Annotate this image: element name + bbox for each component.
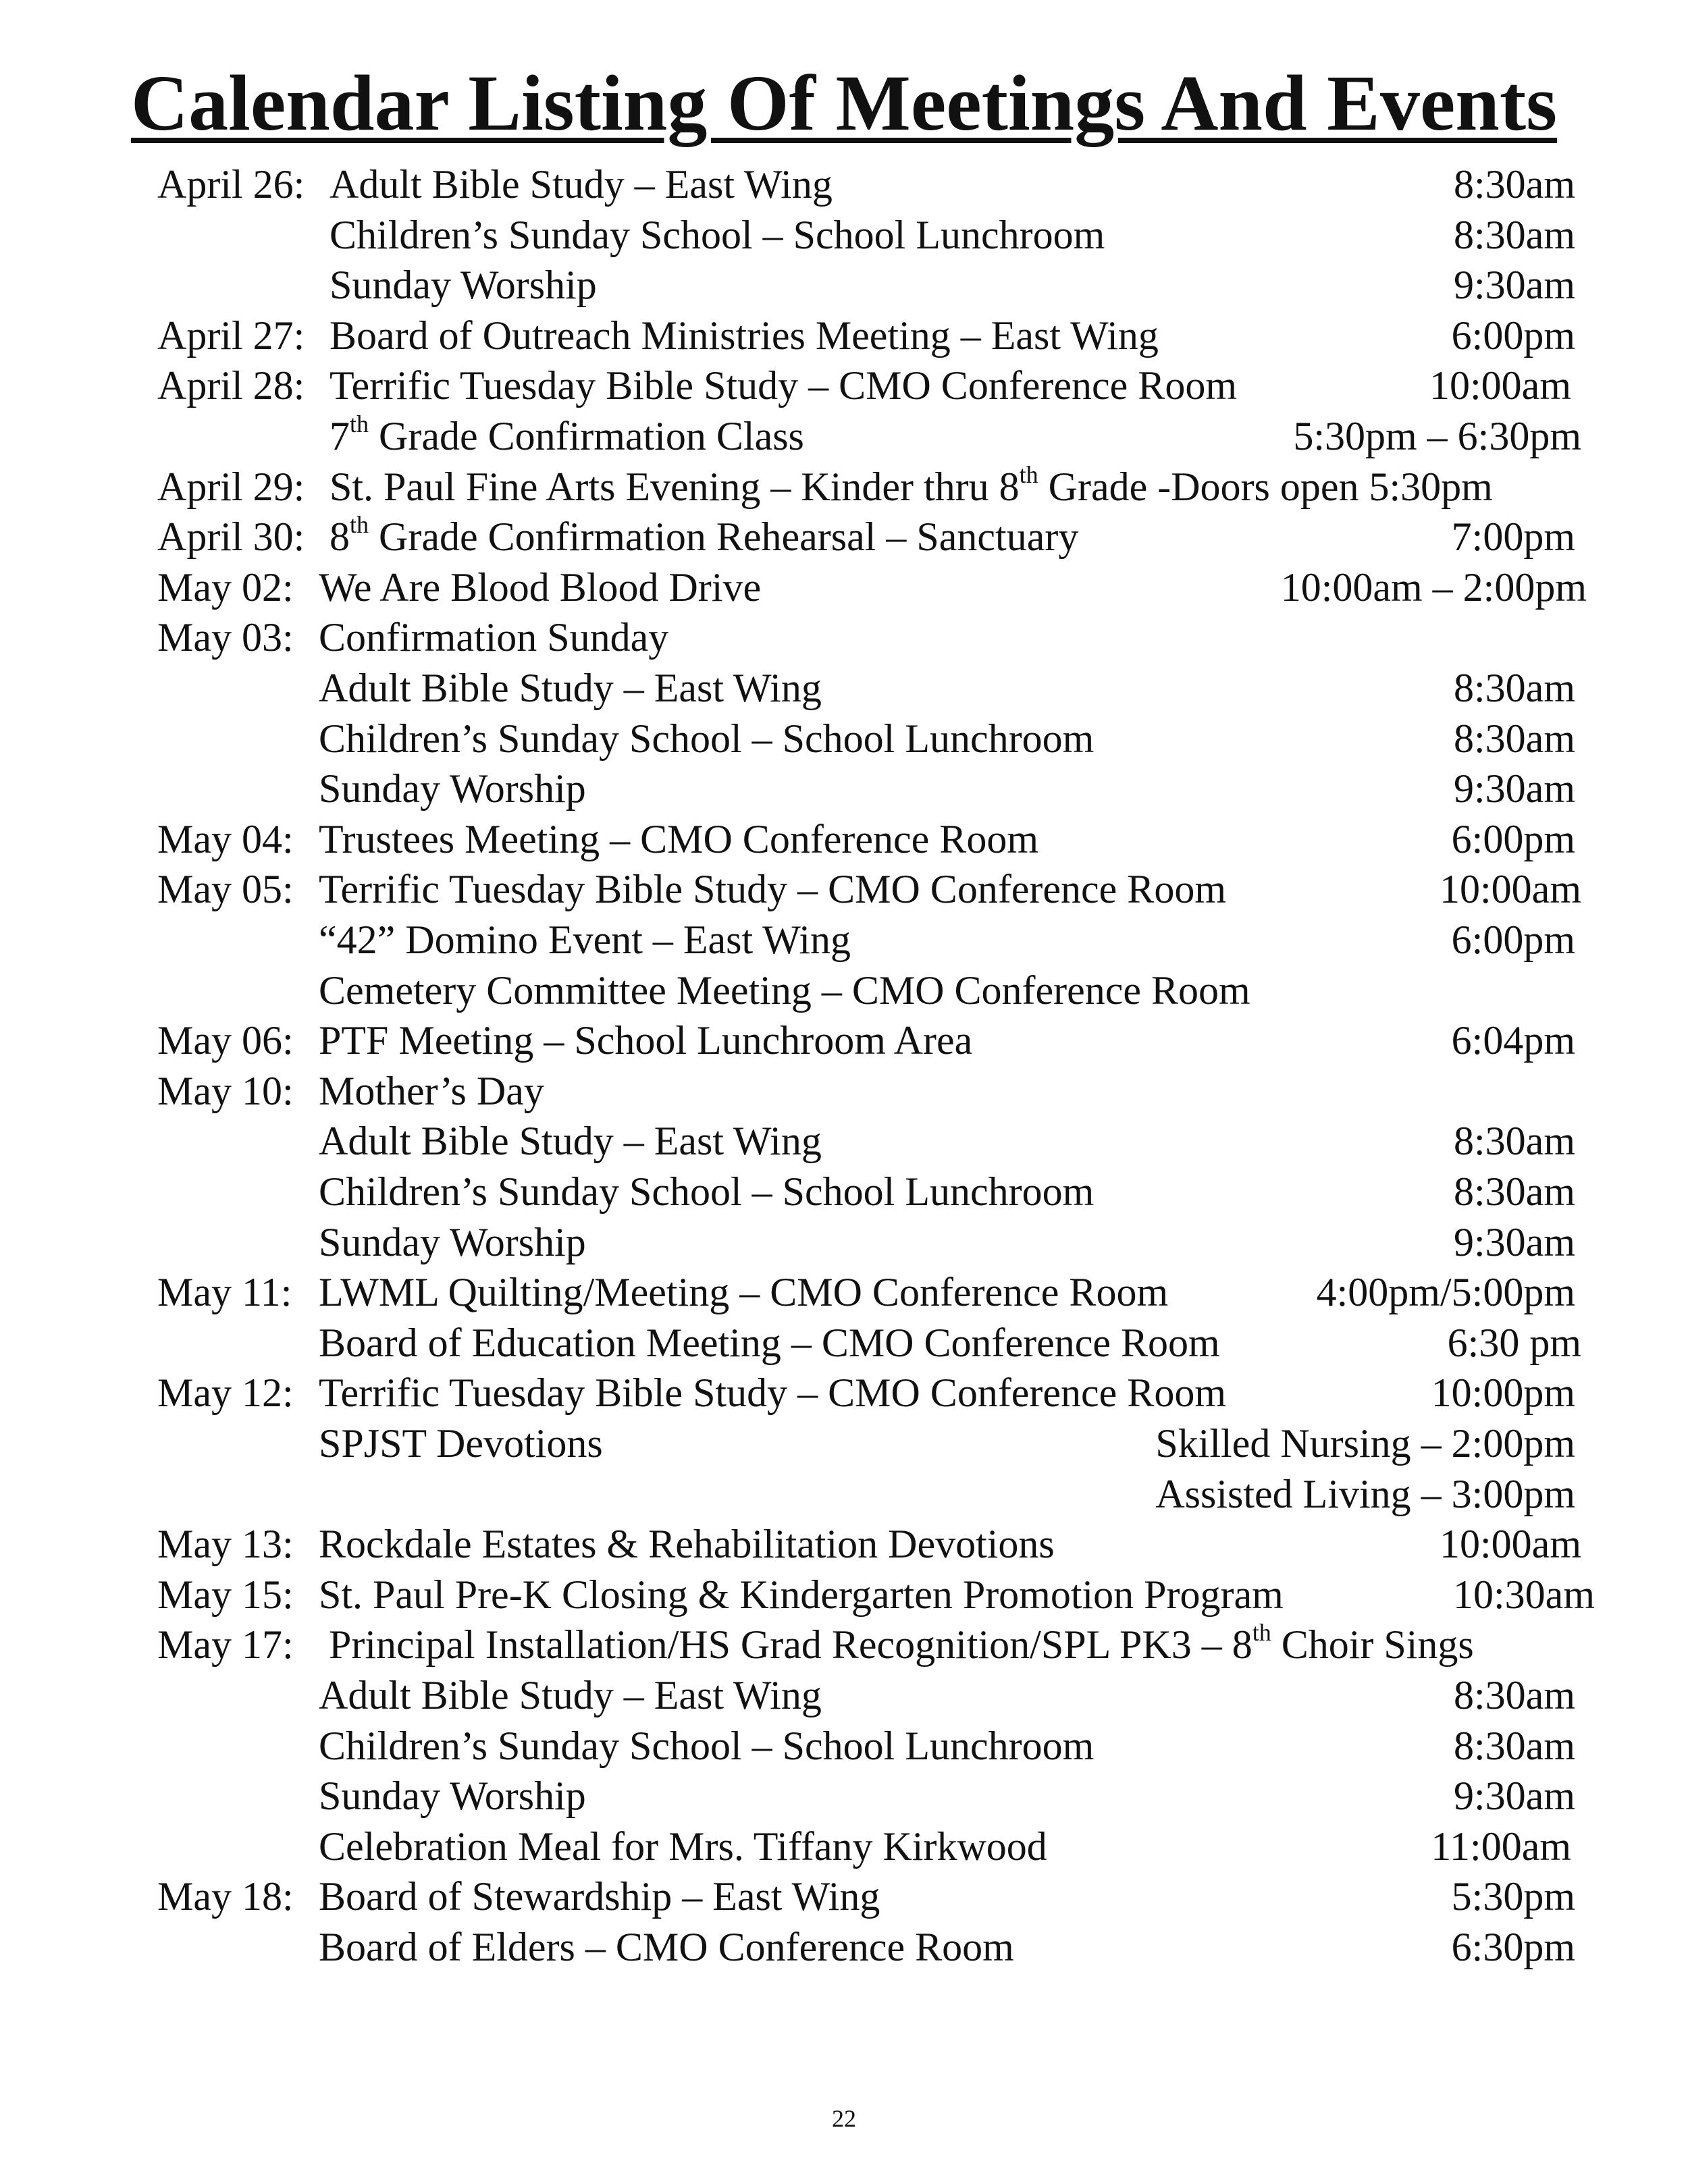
event-title	[329, 411, 804, 462]
calendar-row	[0, 462, 1688, 512]
event-time: 5:30pm – 6:30pm	[1293, 414, 1581, 458]
calendar-row	[0, 361, 1688, 411]
event-time: 9:30am	[1454, 1774, 1575, 1819]
calendar-row	[0, 1116, 1688, 1167]
event-title: Trustees Meeting – CMO Conference Room	[319, 816, 1038, 861]
calendar-row	[0, 814, 1688, 865]
event-time: 6:04pm	[1451, 1018, 1575, 1063]
event-time: 9:30am	[1454, 766, 1575, 811]
event-title: Terrific Tuesday Bible Study – CMO Conference Room	[319, 867, 1226, 912]
event-date: May 13:	[157, 1522, 294, 1567]
event-time: 10:00am	[1440, 1522, 1581, 1567]
event-title: Adult Bible Study – East Wing	[329, 162, 833, 207]
event-date: May 11:	[157, 1270, 292, 1315]
event-time: 6:00pm	[1451, 313, 1575, 358]
event-date: May 04:	[157, 816, 294, 861]
calendar-row	[0, 1519, 1688, 1570]
event-title: Sunday Worship	[319, 1774, 586, 1819]
event-title-text: Grade -Doors open 5:30pm	[1038, 464, 1493, 509]
event-time: 9:30am	[1454, 263, 1575, 308]
event-time: 8:30am	[1454, 1119, 1575, 1164]
event-title: Confirmation Sunday	[319, 615, 669, 660]
event-date: April 30:	[157, 514, 305, 560]
calendar-row	[0, 1015, 1688, 1066]
event-time: 8:30am	[1454, 1723, 1575, 1768]
calendar-row	[0, 1922, 1688, 1973]
calendar-row	[0, 1570, 1688, 1620]
event-time: 7:00pm	[1451, 514, 1575, 560]
calendar-row	[0, 663, 1688, 714]
calendar-row	[0, 1871, 1688, 1922]
event-time: 10:30am	[1453, 1572, 1595, 1617]
event-title: Mother’s Day	[319, 1068, 544, 1113]
event-time: Skilled Nursing – 2:00pm	[1155, 1421, 1575, 1466]
calendar-row	[0, 1418, 1688, 1469]
event-date: May 15:	[157, 1572, 294, 1617]
event-title: Children’s Sunday School – School Lunchroom	[329, 212, 1105, 257]
event-time: 5:30pm	[1451, 1874, 1575, 1919]
calendar-row	[0, 1318, 1688, 1368]
calendar-row	[0, 260, 1688, 311]
event-title: Terrific Tuesday Bible Study – CMO Conference Room	[329, 363, 1237, 408]
event-title	[329, 462, 1493, 512]
event-date: May 06:	[157, 1018, 294, 1063]
calendar-row	[0, 915, 1688, 965]
event-title: Adult Bible Study – East Wing	[319, 1673, 822, 1717]
event-date: May 10:	[157, 1068, 294, 1113]
event-time: 8:30am	[1454, 1673, 1575, 1717]
event-date: April 28:	[157, 363, 305, 408]
event-time: 6:30 pm	[1447, 1320, 1581, 1365]
event-time: Assisted Living – 3:00pm	[1155, 1471, 1575, 1516]
calendar-row	[0, 1469, 1688, 1520]
event-title	[329, 512, 1078, 562]
calendar-row	[0, 1670, 1688, 1721]
calendar-row	[0, 159, 1688, 210]
event-title: Sunday Worship	[319, 766, 586, 811]
event-title: Celebration Meal for Mrs. Tiffany Kirkwood	[319, 1823, 1047, 1869]
event-time: 11:00am	[1431, 1823, 1571, 1869]
calendar-row	[0, 210, 1688, 261]
ordinal-suffix: th	[350, 511, 369, 539]
calendar-row	[0, 965, 1688, 1016]
calendar-row	[0, 612, 1688, 663]
calendar-row	[0, 1721, 1688, 1772]
event-title-text: Grade Confirmation Class	[369, 414, 804, 458]
calendar-row	[0, 411, 1688, 462]
calendar-row	[0, 864, 1688, 915]
event-title: Board of Outreach Ministries Meeting – East Wing	[329, 313, 1159, 358]
event-date: May 03:	[157, 615, 294, 660]
event-title	[329, 1620, 1474, 1670]
calendar-row	[0, 714, 1688, 764]
event-time: 10:00am	[1429, 363, 1571, 408]
event-time: 6:30pm	[1451, 1925, 1575, 1969]
event-title: Adult Bible Study – East Wing	[319, 1119, 822, 1164]
event-title: Sunday Worship	[319, 1219, 586, 1264]
ordinal-suffix: th	[350, 410, 369, 437]
event-time: 10:00pm	[1431, 1370, 1575, 1416]
event-title-text: 7	[329, 414, 350, 458]
event-date: April 26:	[157, 162, 305, 207]
event-date: May 02:	[157, 564, 294, 610]
event-time: 10:00am – 2:00pm	[1280, 564, 1587, 610]
page-number: 22	[832, 2105, 856, 2132]
event-title-text: St. Paul Fine Arts Evening – Kinder thru 8	[329, 464, 1020, 509]
event-title-text: 8	[329, 514, 350, 560]
event-time: 8:30am	[1454, 1169, 1575, 1214]
calendar-row	[0, 764, 1688, 814]
event-date: May 05:	[157, 867, 294, 912]
calendar-row	[0, 1620, 1688, 1670]
event-title: Children’s Sunday School – School Lunchroom	[319, 1169, 1094, 1214]
calendar-row	[0, 311, 1688, 361]
event-title: Board of Stewardship – East Wing	[319, 1874, 880, 1919]
event-date: May 17:	[157, 1622, 294, 1668]
event-date: April 27:	[157, 313, 305, 358]
event-title: Board of Education Meeting – CMO Conference Room	[319, 1320, 1220, 1365]
event-time: 8:30am	[1454, 716, 1575, 761]
event-title: Sunday Worship	[329, 263, 597, 308]
event-time: 9:30am	[1454, 1219, 1575, 1264]
ordinal-suffix: th	[1019, 460, 1038, 488]
event-title: We Are Blood Blood Drive	[319, 564, 762, 610]
event-date: May 12:	[157, 1370, 294, 1416]
event-title-text: Choir Sings	[1271, 1622, 1474, 1668]
event-date: May 18:	[157, 1874, 294, 1919]
event-title-text: Principal Installation/HS Grad Recognition/SPL PK3 – 8	[329, 1622, 1252, 1668]
event-time: 4:00pm/5:00pm	[1316, 1270, 1575, 1315]
event-title: PTF Meeting – School Lunchroom Area	[319, 1018, 973, 1063]
calendar-row	[0, 1217, 1688, 1268]
calendar-row	[0, 1167, 1688, 1217]
event-time: 6:00pm	[1451, 816, 1575, 861]
event-title: “42” Domino Event – East Wing	[319, 917, 851, 962]
event-title: SPJST Devotions	[319, 1421, 603, 1466]
calendar-row	[0, 1066, 1688, 1117]
calendar-row	[0, 512, 1688, 562]
event-time: 8:30am	[1454, 666, 1575, 710]
event-time: 10:00am	[1440, 867, 1581, 912]
event-time: 6:00pm	[1451, 917, 1575, 962]
event-title: Terrific Tuesday Bible Study – CMO Conference Room	[319, 1370, 1226, 1416]
event-date: April 29:	[157, 464, 305, 509]
event-title: Adult Bible Study – East Wing	[319, 666, 822, 710]
event-title: LWML Quilting/Meeting – CMO Conference Room	[319, 1270, 1169, 1315]
ordinal-suffix: th	[1252, 1619, 1271, 1647]
event-title: St. Paul Pre-K Closing & Kindergarten Promotion Program	[319, 1572, 1284, 1617]
event-title: Children’s Sunday School – School Lunchroom	[319, 1723, 1094, 1768]
calendar-row	[0, 1368, 1688, 1418]
event-title: Rockdale Estates & Rehabilitation Devotions	[319, 1522, 1055, 1567]
event-time: 8:30am	[1454, 212, 1575, 257]
calendar-row	[0, 1821, 1688, 1872]
event-title-text: Grade Confirmation Rehearsal – Sanctuary	[369, 514, 1079, 560]
calendar-row	[0, 1267, 1688, 1318]
event-title: Children’s Sunday School – School Lunchroom	[319, 716, 1094, 761]
event-title: Cemetery Committee Meeting – CMO Conference Room	[319, 967, 1250, 1013]
event-time: 8:30am	[1454, 162, 1575, 207]
calendar-row	[0, 562, 1688, 613]
page-title: Calendar Listing Of Meetings And Events	[130, 59, 1558, 147]
event-title: Board of Elders – CMO Conference Room	[319, 1925, 1014, 1969]
calendar-row	[0, 1771, 1688, 1821]
